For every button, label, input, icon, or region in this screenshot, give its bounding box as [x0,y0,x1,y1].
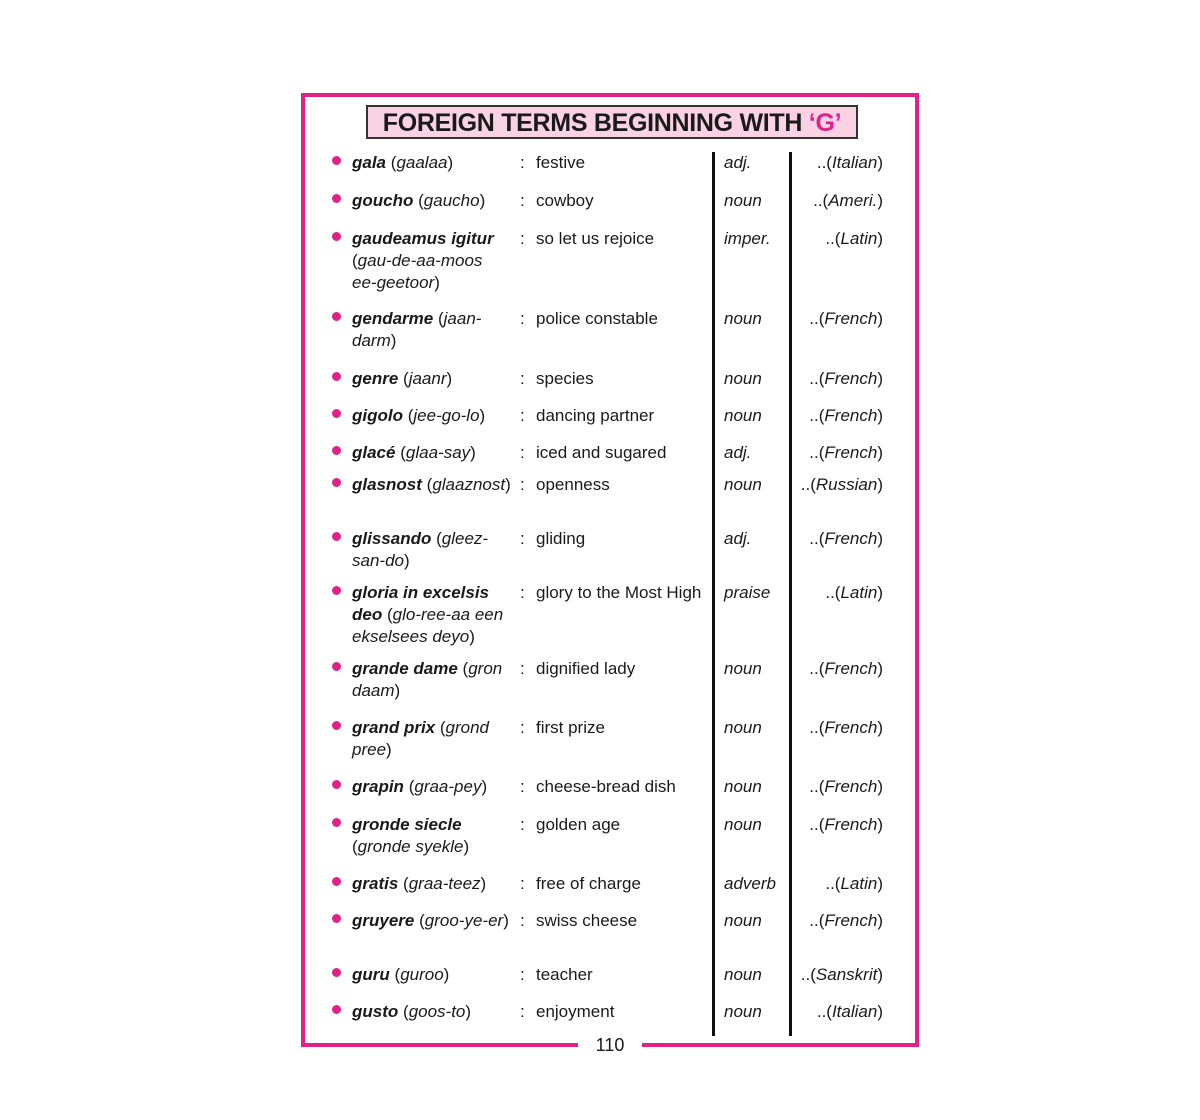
term-origin: ..(Italian) [816,153,883,172]
term-cell [352,873,518,895]
origin-language: Italian [831,1002,878,1021]
pron-open: ( [408,777,415,796]
part-of-speech: praise [724,583,771,602]
pron-close: ) [481,777,488,796]
term-meaning: enjoyment [536,1002,615,1021]
page-title [366,105,858,139]
pron-open: ( [439,718,446,737]
separator-colon: : [520,153,525,172]
pron-open: ( [394,965,401,984]
term-pronunciation: graa-teez [408,874,481,893]
term-cell [352,814,518,858]
bullet-icon [332,818,341,827]
term-pronunciation: jaan-darm [352,309,482,350]
separator-colon: : [520,659,525,678]
term-cell [352,658,518,702]
term-cell [352,308,502,352]
term-word: glasnost [352,475,422,494]
term-cell [352,1001,518,1023]
bullet-icon [332,1005,341,1014]
separator-colon: : [520,191,525,210]
origin-language: French [824,406,878,425]
pron-close: ) [447,153,454,172]
bullet-icon [332,372,341,381]
term-origin: ..(French) [809,369,883,388]
bullet-icon [332,312,341,321]
term-word: gloria in excelsis deo [352,583,490,624]
separator-colon: : [520,1002,525,1021]
separator-colon: : [520,443,525,462]
pron-open: ( [418,191,424,210]
term-word: gala [352,153,387,172]
term-origin: ..(French) [809,659,883,678]
term-word: gaudeamus igitur [352,229,494,248]
term-pronunciation: glaa-say [405,443,471,462]
term-pronunciation: gron daam [352,659,503,700]
part-of-speech: adj. [724,153,752,172]
pron-close: ) [503,911,509,930]
term-meaning: dancing partner [536,406,655,425]
term-origin: ..(Latin) [825,583,883,602]
bullet-icon [332,662,341,671]
pron-close: ) [470,443,476,462]
pron-close: ) [479,191,486,210]
bullet-icon [332,532,341,541]
term-meaning: species [536,369,594,388]
part-of-speech: noun [724,369,762,388]
part-of-speech: noun [724,911,762,930]
term-meaning: teacher [536,965,593,984]
origin-language: Latin [840,583,878,602]
bullet-icon [332,194,341,203]
term-pronunciation: glo-ree-aa een ekselsees deyo [352,605,504,646]
term-origin: ..(French) [809,443,883,462]
term-meaning: glory to the Most High [536,583,702,602]
term-word: grand prix [352,718,436,737]
origin-language: French [824,443,878,462]
term-origin: ..(Italian) [816,1002,883,1021]
part-of-speech: noun [724,777,762,796]
term-meaning: cheese-bread dish [536,777,676,796]
origin-language: French [824,815,878,834]
separator-colon: : [520,475,525,494]
term-word: gusto [352,1002,399,1021]
term-meaning: openness [536,475,610,494]
term-meaning: gliding [536,529,586,548]
separator-colon: : [520,309,525,328]
separator-colon: : [520,406,525,425]
pron-open: ( [426,475,433,494]
term-origin: ..(Latin) [825,229,883,248]
term-origin: ..(Latin) [825,874,883,893]
bullet-icon [332,586,341,595]
pron-open: ( [462,659,469,678]
term-origin: ..(French) [809,406,883,425]
pron-open: ( [403,874,409,893]
part-of-speech: noun [724,1002,762,1021]
column-divider-pos [712,152,715,1036]
pron-open: ( [436,529,442,548]
separator-colon: : [520,583,525,602]
term-cell [352,528,518,572]
separator-colon: : [520,874,525,893]
bullet-icon [332,721,341,730]
term-meaning: festive [536,153,586,172]
term-pronunciation: jaanr [408,369,447,388]
term-cell [352,964,518,986]
term-origin: ..(French) [809,911,883,930]
origin-language: French [824,529,878,548]
pron-close: ) [463,837,470,856]
pron-open: ( [403,369,409,388]
term-origin: ..(French) [809,815,883,834]
term-cell [352,190,518,212]
origin-language: French [824,369,878,388]
page-title-letter: ‘G’ [808,109,842,137]
bullet-icon [332,877,341,886]
term-cell [352,442,518,464]
bullet-icon [332,156,341,165]
term-cell [352,582,518,648]
term-cell [352,228,502,294]
term-word: guru [352,965,390,984]
term-origin: ..(Russian) [800,475,883,494]
pron-close: ) [505,475,511,494]
pron-close: ) [480,874,487,893]
separator-colon: : [520,369,525,388]
pron-close: ) [465,1002,472,1021]
part-of-speech: adverb [724,874,776,893]
term-pronunciation: groo-ye-er [424,911,504,930]
term-cell [352,152,518,174]
term-cell [352,717,518,761]
pron-open: ( [390,153,397,172]
term-origin: ..(Ameri.) [813,191,883,210]
page-title-text: FOREIGN TERMS BEGINNING WITH [382,109,809,137]
part-of-speech: noun [724,191,762,210]
term-word: grapin [352,777,404,796]
pron-close: ) [446,369,453,388]
term-pronunciation: guroo [400,965,444,984]
pron-open: ( [403,1002,409,1021]
term-word: genre [352,369,399,388]
term-pronunciation: grond pree [352,718,490,759]
pron-close: ) [443,965,450,984]
pron-open: ( [352,837,358,856]
pron-close: ) [386,740,392,759]
pron-close: ) [403,551,410,570]
bullet-icon [332,446,341,455]
origin-language: Latin [840,874,878,893]
term-cell [352,405,518,427]
origin-language: French [824,309,878,328]
part-of-speech: noun [724,309,762,328]
term-word: glacé [352,443,396,462]
part-of-speech: noun [724,475,762,494]
term-word: glissando [352,529,432,548]
term-pronunciation: gaucho [423,191,480,210]
term-meaning: first prize [536,718,605,737]
term-word: gruyere [352,911,415,930]
pron-close: ) [434,273,440,292]
origin-language: Latin [840,229,878,248]
bullet-icon [332,914,341,923]
pron-open: ( [419,911,425,930]
term-origin: ..(French) [809,777,883,796]
origin-language: Italian [831,153,878,172]
term-pronunciation: gronde syekle [357,837,464,856]
term-pronunciation: gaalaa [396,153,448,172]
term-cell [352,910,518,932]
term-meaning: so let us rejoice [536,229,655,248]
origin-language: Sanskrit [815,965,878,984]
term-word: grande dame [352,659,458,678]
part-of-speech: imper. [724,229,771,248]
term-cell [352,474,518,496]
part-of-speech: noun [724,718,762,737]
term-pronunciation: goos-to [408,1002,466,1021]
pron-close: ) [479,406,486,425]
separator-colon: : [520,718,525,737]
term-cell [352,368,518,390]
origin-language: French [824,777,878,796]
term-word: gigolo [352,406,403,425]
part-of-speech: noun [724,965,762,984]
term-meaning: golden age [536,815,621,834]
page-number: 110 [595,1035,625,1055]
part-of-speech: noun [724,815,762,834]
term-cell [352,776,518,798]
pron-open: ( [386,605,393,624]
part-of-speech: adj. [724,529,752,548]
term-meaning: cowboy [536,191,594,210]
term-pronunciation: gleez-san-do [352,529,489,570]
separator-colon: : [520,965,525,984]
part-of-speech: noun [724,406,762,425]
term-meaning: iced and sugared [536,443,667,462]
term-word: gratis [352,874,399,893]
term-word: gendarme [352,309,434,328]
origin-language: Russian [815,475,878,494]
separator-colon: : [520,777,525,796]
pron-open: ( [437,309,444,328]
bullet-icon [332,780,341,789]
separator-colon: : [520,229,525,248]
term-origin: ..(French) [809,718,883,737]
bullet-icon [332,968,341,977]
bullet-icon [332,232,341,241]
term-origin: ..(French) [809,529,883,548]
term-origin: ..(Sanskrit) [800,965,883,984]
pron-open: ( [352,251,358,270]
term-word: goucho [352,191,414,210]
part-of-speech: noun [724,659,762,678]
separator-colon: : [520,911,525,930]
origin-language: French [824,659,878,678]
term-pronunciation: jee-go-lo [413,406,480,425]
pron-close: ) [390,331,397,350]
pron-close: ) [394,681,401,700]
term-pronunciation: graa-pey [414,777,482,796]
pron-open: ( [407,406,414,425]
bullet-icon [332,478,341,487]
term-meaning: dignified lady [536,659,636,678]
term-meaning: free of charge [536,874,641,893]
term-word: gronde siecle [352,815,462,834]
separator-colon: : [520,529,525,548]
term-pronunciation: glaaznost [432,475,506,494]
part-of-speech: adj. [724,443,752,462]
pron-open: ( [400,443,406,462]
term-meaning: swiss cheese [536,911,638,930]
origin-language: Ameri. [828,191,878,210]
term-origin: ..(French) [809,309,883,328]
term-pronunciation: gau-de-aa-moos ee-geetoor [352,251,483,292]
separator-colon: : [520,815,525,834]
term-meaning: police constable [536,309,658,328]
origin-language: French [824,911,878,930]
origin-language: French [824,718,878,737]
pron-close: ) [469,627,475,646]
bullet-icon [332,409,341,418]
